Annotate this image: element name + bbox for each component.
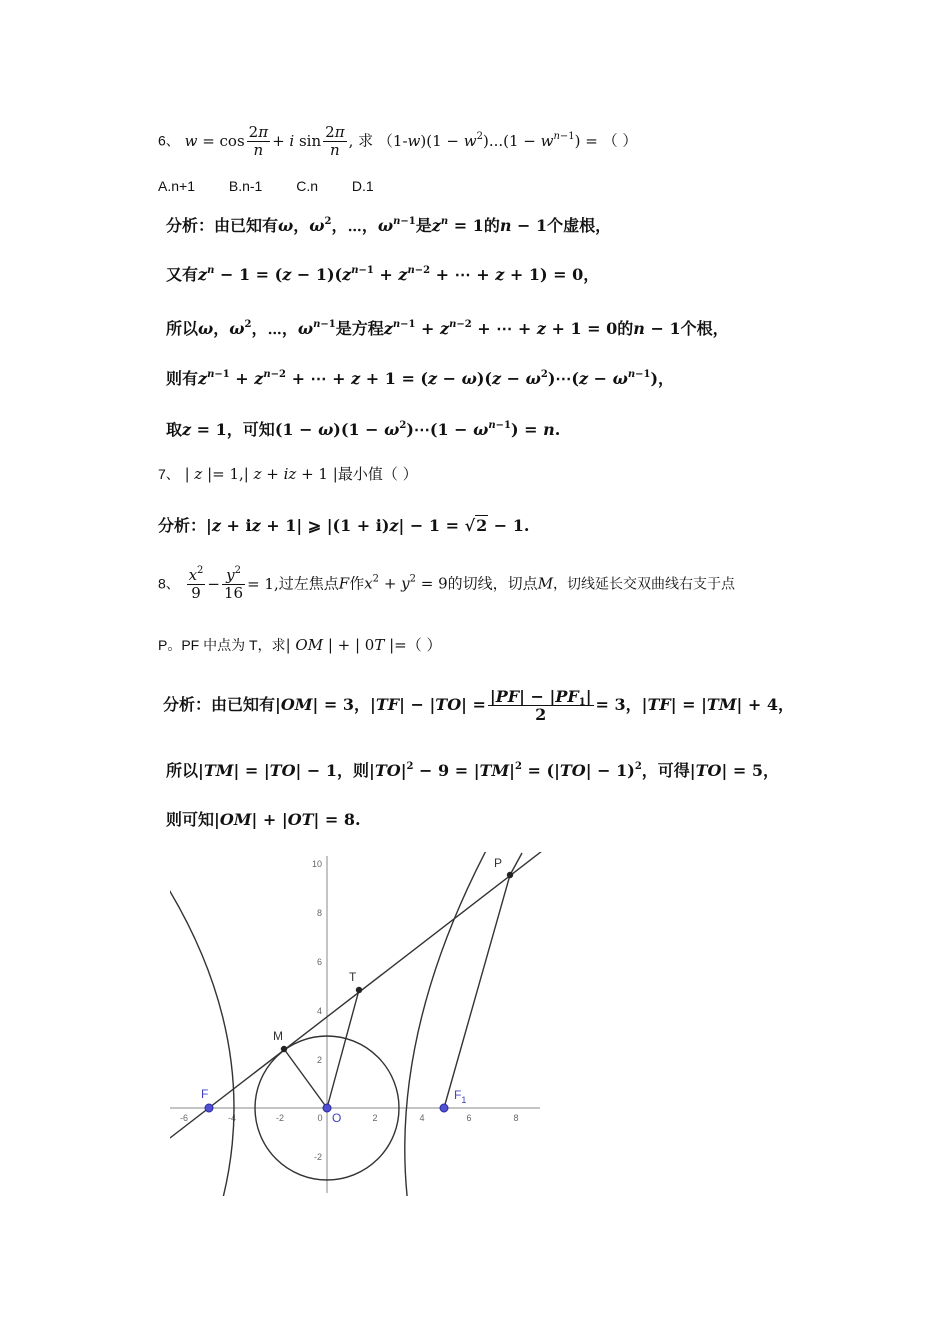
q8-analysis-text: 则可知 [166, 810, 215, 829]
q6-stem-text: 求 [358, 131, 374, 150]
q6-analysis-line2: 又有$z^n - 1 = (z - 1)(z^{n-1} + z^{n-2}$ + ⋯ + z + 1) = 0， [166, 265, 600, 284]
label-t: T [349, 970, 357, 984]
q6-analysis-text: 分析：由已知有 [166, 216, 279, 235]
label-f1 [454, 1088, 466, 1105]
label-m: M [273, 1029, 283, 1043]
q6-analysis-text: ，可知 [226, 420, 275, 439]
x-tick-label: 4 [419, 1113, 425, 1123]
q6-analysis-line3: 所以ω，$\omega^2$，⋯，$\omega^{n-1}$是方程$z^{n-1} + z^{n-2}$ + ⋯ + z + 1 = 0的n − 1个根， [166, 319, 729, 338]
q6-stem [158, 124, 637, 159]
q8-stem-text: ，切线延长交双曲线右支于点 [553, 576, 736, 593]
x-tick-label: 8 [513, 1113, 519, 1123]
q8-stem: 8、 $\frac{x^2}{9}$ − $\frac{y^2}{16}$ = 1,过左焦点F作$x^2 + y^2 = 9$的切线，切点M，切线延长交双曲线右支于点 [158, 565, 736, 602]
q8-analysis-text: 所以 [166, 761, 199, 780]
q6-analysis-text: 又有 [166, 265, 199, 284]
q6-option-a: A.n+1 [158, 178, 195, 194]
q6-analysis-text: 个根， [680, 319, 729, 338]
q8-stem-text: 过左焦点 [278, 574, 339, 593]
q7-stem [158, 463, 418, 484]
q6-analysis-line1: 分析：由已知有ω，$\omega^2$，⋯，$\omega^{n-1}$是$z^n = 1$的n − 1个虚根， [166, 216, 612, 235]
y-tick-label: 6 [316, 957, 322, 967]
q8-stem-text: P。PF 中点为 T，求 [158, 637, 286, 653]
label-f: F [201, 1087, 209, 1101]
point-f1 [440, 1104, 448, 1112]
q8-label: 8、 [158, 575, 180, 592]
q6-formula: w = cos $\frac{2\pi}{n}$ + i sin $\frac{2\pi}{n}$ , [184, 123, 354, 159]
q7-analysis: 分析：|z + iz + 1| ⩾ |(1 + i)z| − 1 = √2 − 1. [158, 516, 530, 535]
q6-options [158, 178, 404, 194]
q8-hyperbola: $\frac{x^2}{9}$ − $\frac{y^2}{16}$ = 1, [188, 565, 279, 602]
y-tick-label: 2 [316, 1055, 322, 1065]
q6-analysis-text: 个虚根， [547, 216, 612, 235]
q6-analysis-text: 是方程 [335, 319, 384, 338]
x-tick-label: 2 [372, 1113, 378, 1123]
q6-paren: （ ） [602, 131, 638, 150]
x-tick-label: -2 [275, 1113, 285, 1123]
q6-option-b: B.n-1 [228, 178, 263, 194]
x-tick-label: 0 [317, 1113, 323, 1123]
geometry-figure [150, 848, 550, 1198]
q8-analysis-line1: 分析：由已知有|OM| = 3，|TF| − |TO| = $\frac{|PF| - |PF_1|}{2}$ = 3，|TF| = |TM| + 4， [163, 687, 795, 724]
q6-analysis-text: 是 [415, 216, 432, 235]
segment-ot [327, 990, 359, 1108]
q6-analysis-text: 的 [617, 319, 634, 338]
y-tick-label: -2 [313, 1152, 322, 1162]
q7-stem-text: 最小值（ ） [337, 465, 418, 483]
q8-analysis-text: ，则 [337, 761, 370, 780]
segment-pf1 [444, 875, 510, 1108]
y-tick-label: 8 [316, 908, 322, 918]
point-t [356, 987, 362, 993]
label-o: O [332, 1111, 342, 1125]
q8-stem-line2: P。PF 中点为 T，求| OM | + | 0T |=（ ） [158, 636, 442, 654]
point-o [323, 1104, 331, 1112]
q7-analysis-text: 分析： [158, 516, 207, 535]
label-p: P [494, 856, 503, 870]
q7-formula: | z |= 1,| z + iz + 1 | [184, 465, 338, 483]
point-p [507, 872, 513, 878]
tangent-line [170, 851, 542, 1138]
q6-analysis-text: 则有 [166, 369, 199, 388]
q6-analysis-text: 所以 [166, 319, 199, 338]
y-tick-label: 4 [316, 1006, 322, 1016]
y-tick-label: 10 [311, 859, 322, 869]
q8-analysis-text: ，可得 [641, 761, 690, 780]
q6-analysis-line5: 取z = 1，可知$(1 - \omega)(1 - \omega^2)\cdots(1 - \omega^{n-1}) = n$. [166, 420, 561, 439]
point-m [281, 1046, 287, 1052]
x-tick-label: -6 [179, 1113, 189, 1123]
q8-analysis-line2: 所以|TM| = |TO| − 1，则$|TO|^2 - 9 = |TM|^2 = (|TO| - 1)^2$，可得|TO| = 5， [166, 761, 779, 780]
x-tick-labels [180, 1113, 519, 1123]
q8-analysis-line3: 则可知|OM| + |OT| = 8. [166, 810, 361, 829]
q8-analysis-text: 分析：由已知有 [163, 695, 276, 714]
hyperbola-left-branch [168, 888, 237, 1198]
q8-stem-text: 作 [349, 574, 365, 593]
q6-product: $(1-w)(1 - w^2)...(1 - w^{n-1})$ = [377, 130, 598, 150]
label-f1-sub: 1 [461, 1095, 467, 1105]
q7-label: 7、 [158, 466, 180, 482]
q6-option-d: D.1 [351, 178, 374, 194]
q6-analysis-text: 的 [483, 216, 500, 235]
point-f [205, 1104, 213, 1112]
q6-option-c: C.n [296, 178, 319, 194]
x-tick-label: 6 [466, 1113, 472, 1123]
label-f1-main: F [454, 1088, 462, 1102]
q6-analysis-line4: 则有$z^{n-1} + z^{n-2}$ + ⋯ + $z + 1 = (z - \omega)(z - \omega^2)\cdots(z - \omega^{n-1})$， [166, 369, 675, 388]
q8-paren: （ ） [406, 636, 442, 654]
q6-label: 6、 [158, 132, 180, 149]
q6-analysis-text: 取 [166, 420, 183, 439]
x-tick-label: -4 [227, 1113, 237, 1123]
q8-stem-text: 的切线，切点 [447, 574, 538, 593]
